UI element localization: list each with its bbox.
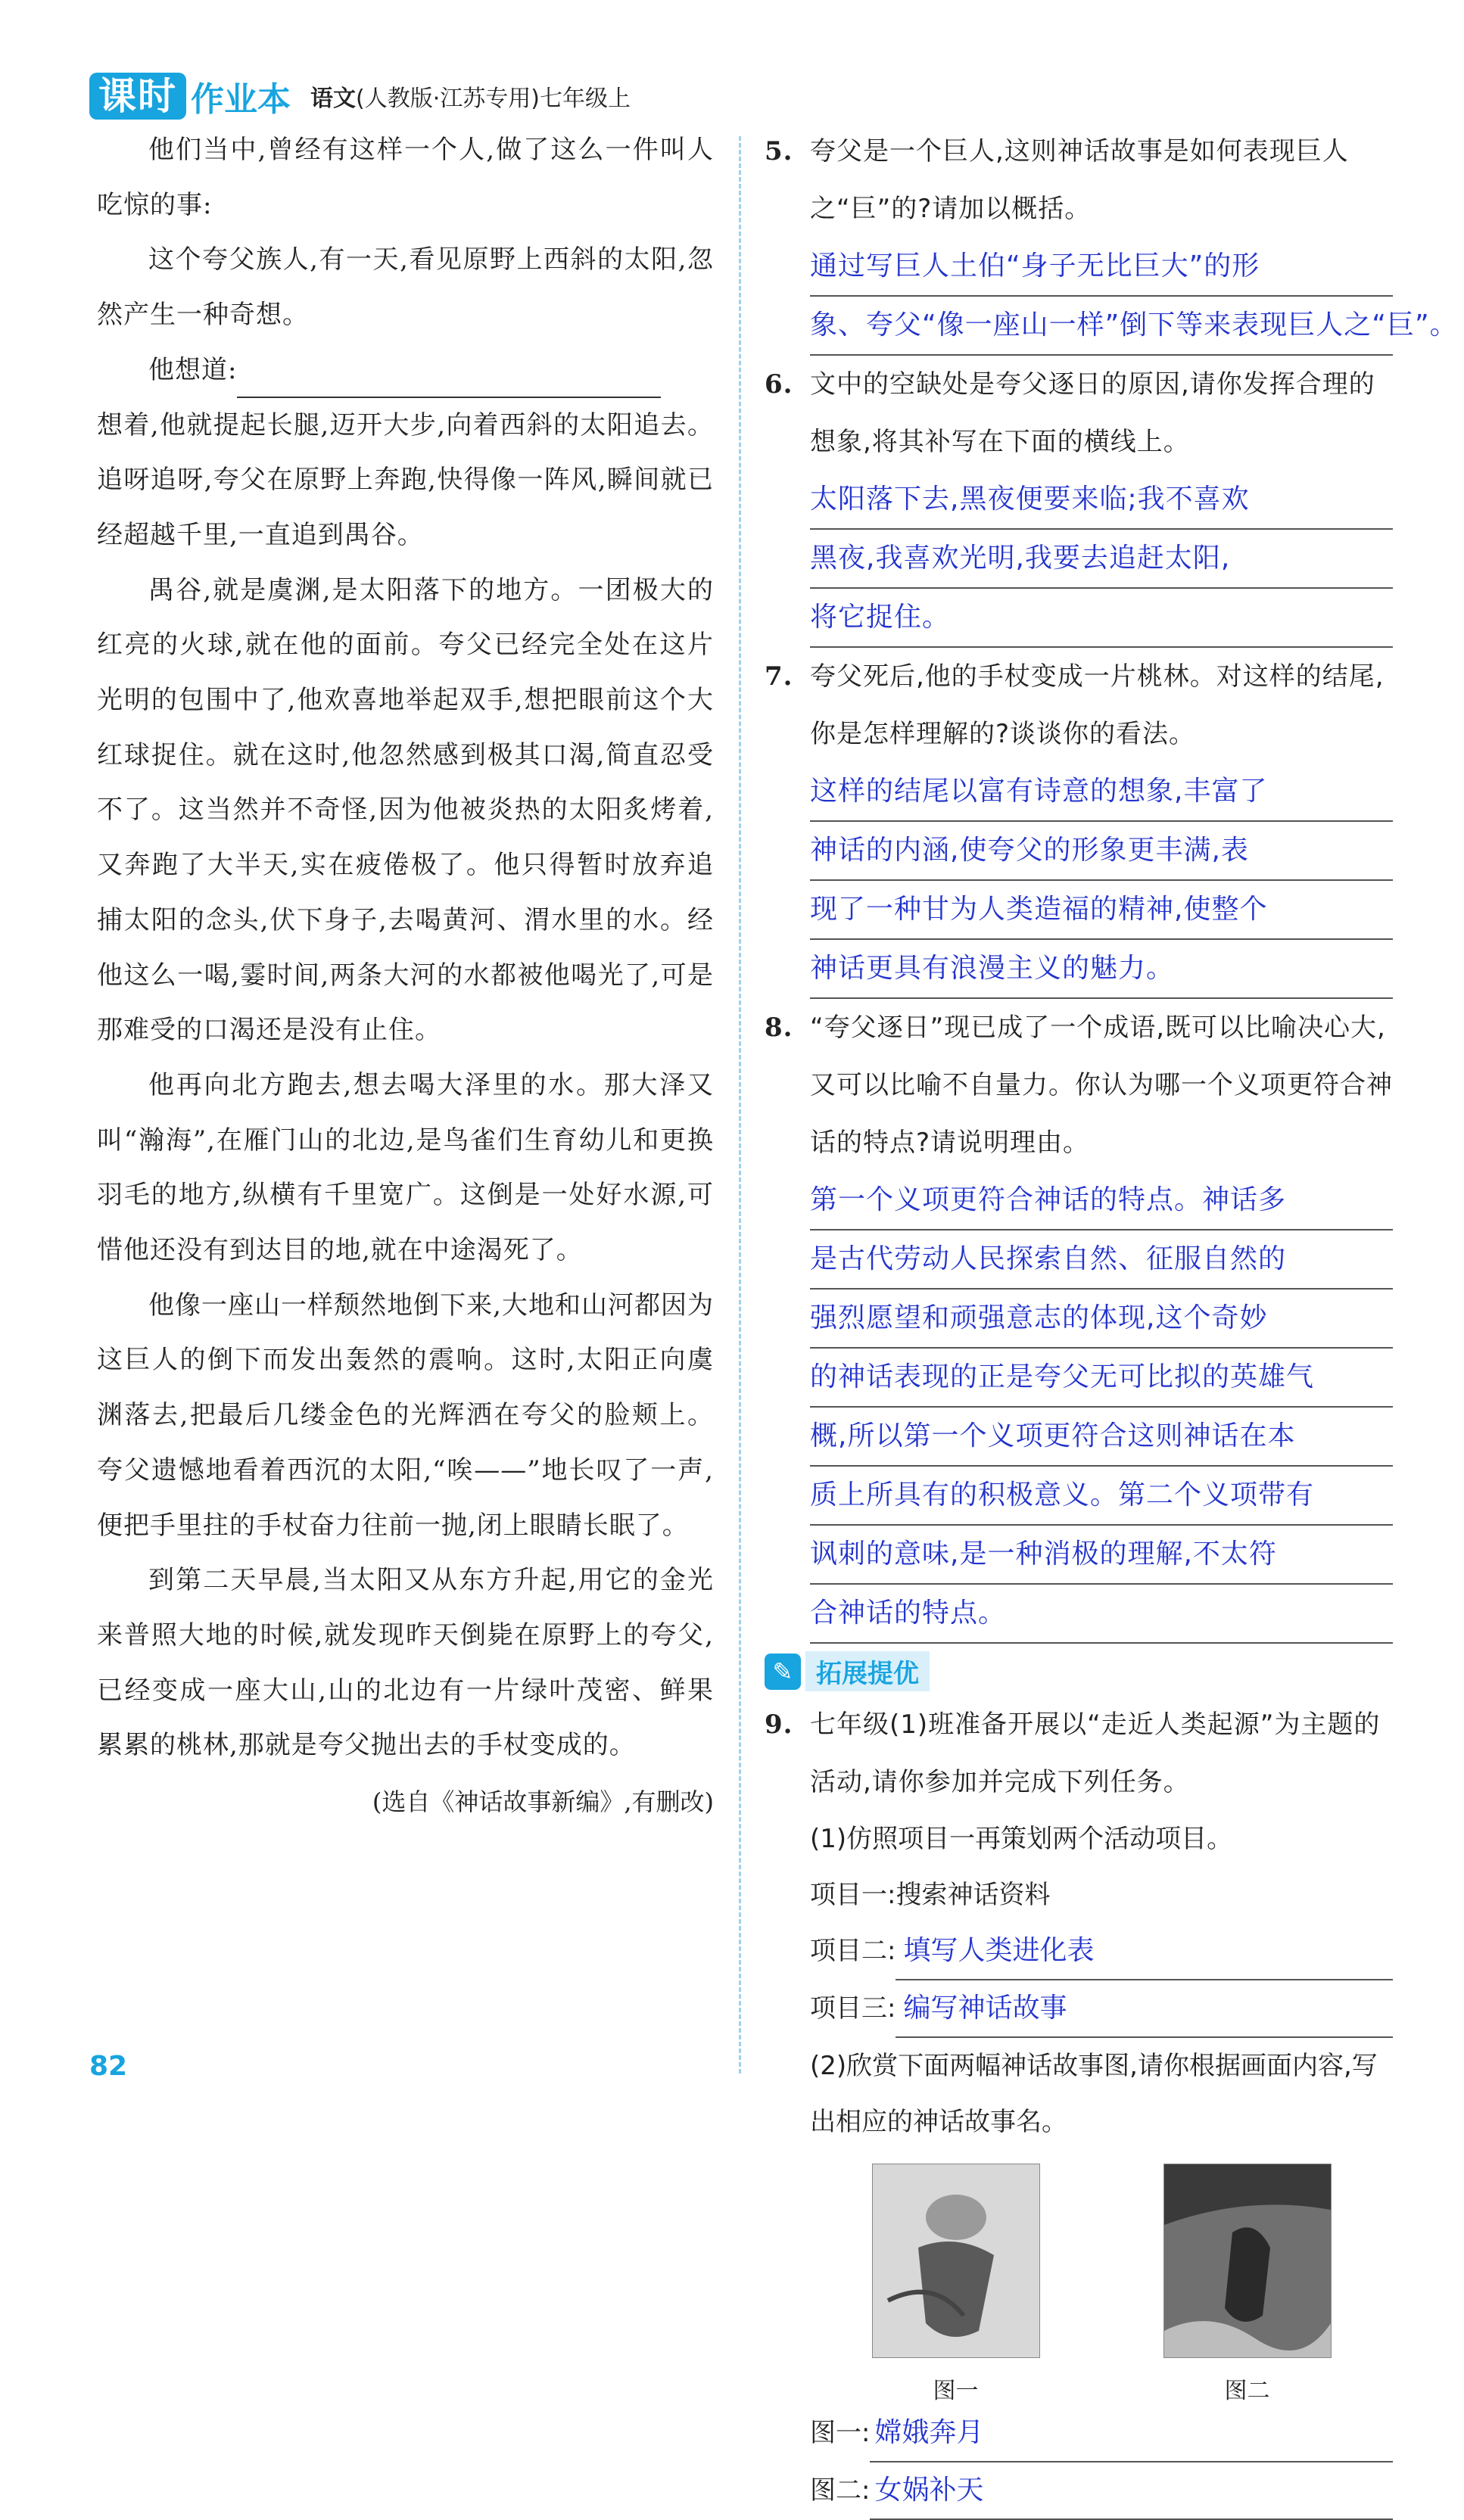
figure-caption: 图一 (933, 2378, 979, 2404)
answer-line[interactable]: 黑夜,我喜欢光明,我要去追赶太阳, (810, 530, 1393, 589)
mending-sky-image (1163, 2164, 1332, 2358)
passage-blank-paragraph (97, 343, 714, 398)
illustration-2 (1163, 2164, 1332, 2405)
pencil-icon: ✎ (765, 1654, 801, 1690)
question-text: “夸父逐日”现已成了一个成语,既可以比喻决心大,又可以比喻不自量力。你认为哪一个义项更符合神话的特点?请说明理由。 (810, 1013, 1393, 1158)
column-divider (739, 136, 741, 2074)
answer-line[interactable]: 太阳落下去,黑夜便要来临;我不喜欢 (810, 471, 1393, 530)
answer-line[interactable]: 概,所以第一个义项更符合这则神话在本 (810, 1408, 1393, 1467)
project-value: 搜索神话资料 (896, 1880, 1051, 1910)
illustration-1 (872, 2164, 1040, 2405)
answer-line[interactable]: 讽刺的意味,是一种消极的理解,不太符 (810, 1526, 1393, 1585)
page-header (89, 70, 631, 123)
passage-source: (选自《神话故事新编》,有删改) (372, 1787, 714, 1817)
answer-line[interactable]: 现了一种甘为人类造福的精神,使整个 (810, 881, 1393, 940)
figure-answer[interactable]: 嫦娥奔月 (870, 2405, 1393, 2462)
answer-line[interactable]: 第一个义项更符合神话的特点。神话多 (810, 1171, 1393, 1230)
subject-detail: (人教版·江苏专用)七年级上 (356, 86, 631, 112)
illustration-row (765, 2164, 1393, 2405)
answer-line[interactable]: 质上所具有的积极意义。第二个义项带有 (810, 1467, 1393, 1526)
passage-paragraph: 他像一座山一样颓然地倒下来,大地和山河都因为这巨人的倒下而发出轰然的震响。这时,太阳正向虞渊落去,把最后几缕金色的光辉洒在夸父的脸颊上。夸父遗憾地看着西沉的太阳,“唉——”地长叹了一声,便把手里拄的手杖奋力往前一抛,闭上眼睛长眠了。 (97, 1290, 714, 1541)
answer-line[interactable]: 通过写巨人土伯“身子无比巨大”的形 (810, 238, 1393, 297)
question-number: 9. (765, 1710, 793, 1740)
project-answer[interactable]: 编写神话故事 (896, 1980, 1393, 2038)
question-8 (765, 999, 1393, 1644)
project-label: 项目三: (810, 1993, 896, 2024)
answer-line[interactable]: 神话更具有浪漫主义的魅力。 (810, 940, 1393, 999)
subquestion-1: (1)仿照项目一再策划两个活动项目。 (810, 1824, 1233, 1854)
question-6 (765, 356, 1393, 648)
figure-caption: 图二 (1224, 2378, 1270, 2404)
figure-answer-row (765, 2405, 1393, 2462)
subquestion-2: (2)欣赏下面两幅神话故事图,请你根据画面内容,写出相应的神话故事名。 (810, 2051, 1378, 2137)
question-text: 七年级(1)班准备开展以“走近人类起源”为主题的活动,请你参加并完成下列任务。 (810, 1710, 1381, 1797)
answer-line[interactable]: 的神话表现的正是夸父无可比拟的英雄气 (810, 1349, 1393, 1408)
passage-paragraph: 想着,他就提起长腿,迈开大步,向着西斜的太阳追去。追呀追呀,夸父在原野上奔跑,快得像一阵风,瞬间就已经超越千里,一直追到禺谷。 (97, 409, 714, 550)
figure-label: 图二: (810, 2475, 871, 2506)
fill-blank-line[interactable] (237, 366, 661, 398)
answer-line[interactable]: 将它捉住。 (810, 589, 1393, 648)
question-number: 7. (765, 661, 793, 692)
question-number: 5. (765, 136, 793, 166)
answer-line[interactable]: 是古代劳动人民探索自然、征服自然的 (810, 1230, 1393, 1290)
project-row (765, 1867, 1393, 1923)
passage-paragraph: 禺谷,就是虞渊,是太阳落下的地方。一团极大的红亮的火球,就在他的面前。夸父已经完全处在这片光明的包围中了,他欢喜地举起双手,想把眼前这个大红球捉住。就在这时,他忽然感到极其口渴,简直忍受不了。这当然并不奇怪,因为他被炎热的太阳炙烤着,又奔跑了大半天,实在疲倦极了。他只得暂时放弃追捕太阳的念头,伏下身子,去喝黄河、渭水里的水。经他这么一喝,霎时间,两条大河的水都被他喝光了,可是那难受的口渴还是没有止住。 (97, 574, 714, 1046)
question-text: 夸父是一个巨人,这则神话故事是如何表现巨人之“巨”的?请加以概括。 (810, 136, 1349, 224)
passage-paragraph: 到第二天早晨,当太阳又从东方升起,用它的金光来普照大地的时候,就发现昨天倒毙在原野上的夸父,已经变成一座大山,山的北边有一片绿叶茂密、鲜果累累的桃林,那就是夸父抛出去的手杖变成的。 (97, 1565, 714, 1761)
project-answer[interactable]: 填写人类进化表 (896, 1923, 1393, 1980)
answer-line[interactable]: 这样的结尾以富有诗意的想象,丰富了 (810, 763, 1393, 822)
question-5 (765, 123, 1458, 356)
passage-paragraph: 这个夸父族人,有一天,看见原野上西斜的太阳,忽然产生一种奇想。 (97, 244, 714, 331)
figure-label: 图一: (810, 2418, 871, 2448)
passage-paragraph: 他们当中,曾经有这样一个人,做了这么一件叫人吃惊的事: (97, 135, 714, 220)
blank-prefix: 他想道: (148, 354, 238, 385)
subject-label: 语文 (310, 86, 356, 112)
project-label: 项目一: (810, 1880, 896, 1910)
answer-line[interactable]: 象、夸父“像一座山一样”倒下等来表现巨人之“巨”。 (810, 297, 1393, 356)
question-number: 8. (765, 1013, 793, 1043)
brand-logo: 课时 (89, 73, 186, 120)
project-row (765, 1923, 1393, 1980)
questions-column (765, 123, 1458, 2520)
section-label: 拓展提优 (805, 1651, 930, 1691)
passage-paragraph: 他再向北方跑去,想去喝大泽里的水。那大泽又叫“瀚海”,在雁门山的北边,是鸟雀们生育幼儿和更换羽毛的地方,纵横有千里宽广。这倒是一处好水源,可惜他还没有到达目的地,就在中途渴死了。 (97, 1069, 714, 1266)
question-text: 文中的空缺处是夸父逐日的原因,请你发挥合理的想象,将其补写在下面的横线上。 (810, 369, 1375, 457)
question-9 (765, 1696, 1393, 1811)
figure-answer[interactable]: 女娲补天 (870, 2462, 1393, 2520)
reading-passage (97, 123, 714, 1825)
answer-line[interactable]: 合神话的特点。 (810, 1585, 1393, 1644)
answer-line[interactable]: 强烈愿望和顽强意志的体现,这个奇妙 (810, 1290, 1393, 1349)
answer-line[interactable]: 神话的内涵,使夸父的形象更丰满,表 (810, 822, 1393, 881)
question-number: 6. (765, 369, 793, 400)
brand-logo-text: 作业本 (191, 80, 291, 119)
section-header (765, 1651, 1393, 1691)
page-number: 82 (89, 2051, 128, 2082)
figure-answer-row (765, 2462, 1393, 2520)
project-row (765, 1980, 1393, 2038)
question-text: 夸父死后,他的手杖变成一片桃林。对这样的结尾,你是怎样理解的?谈谈你的看法。 (810, 661, 1385, 749)
question-7 (765, 648, 1393, 999)
project-label: 项目二: (810, 1936, 896, 1966)
flying-goddess-image (872, 2164, 1040, 2358)
